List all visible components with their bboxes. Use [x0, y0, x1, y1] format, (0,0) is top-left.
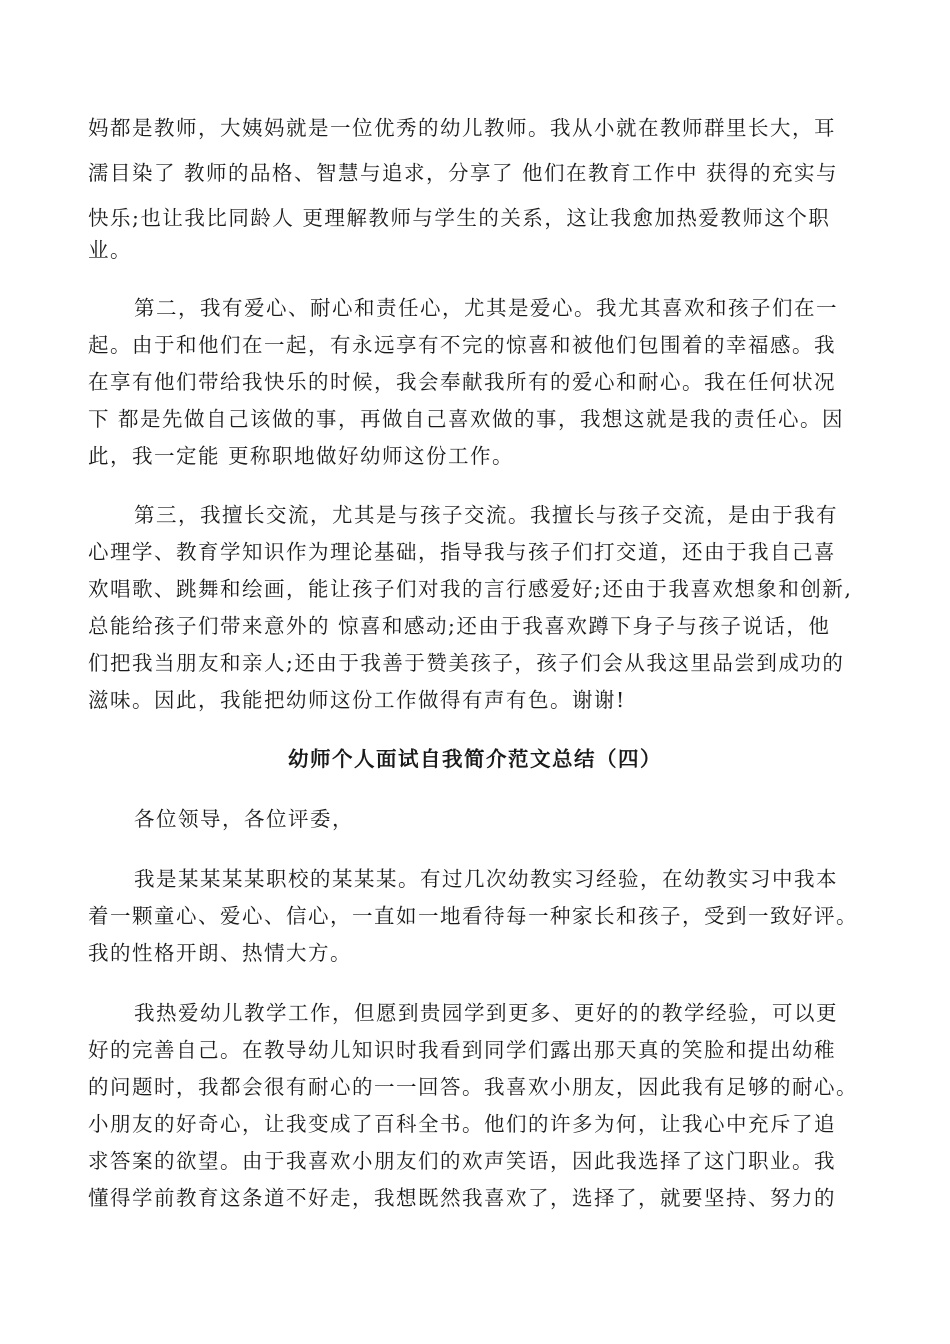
- paragraph-3-line-1: 第三，我擅长交流，尤其是与孩子交流。我擅长与孩子交流，是由于我有: [134, 503, 838, 527]
- paragraph-1-line-2: 濡目染了 教师的品格、智慧与追求，分享了 他们在教育工作中 获得的充实与: [88, 161, 839, 185]
- paragraph-1-line-3: 快乐;也让我比同龄人 更理解教师与学生的关系，这让我愈加热爱教师这个职: [88, 206, 831, 230]
- paragraph-2-line-5: 此，我一定能 更称职地做好幼师这份工作。: [88, 444, 515, 468]
- paragraph-1-line-4: 业。: [88, 238, 132, 262]
- paragraph-5-line-3: 的问题时，我都会很有耐心的一一回答。我喜欢小朋友，因此我有足够的耐心。: [88, 1075, 858, 1099]
- paragraph-5-line-4: 小朋友的好奇心，让我变成了百科全书。他们的许多为何，让我心中充斥了追: [88, 1112, 836, 1136]
- paragraph-3-line-3: 欢唱歌、跳舞和绘画，能让孩子们对我的言行感爱好;还由于我喜欢想象和创新,: [88, 577, 853, 601]
- paragraph-2-line-2: 起。由于和他们在一起，有永远享有不完的惊喜和被他们包围着的幸福感。我: [88, 333, 836, 357]
- paragraph-3-line-5: 们把我当朋友和亲人;还由于我善于赞美孩子，孩子们会从我这里品尝到成功的: [88, 651, 845, 675]
- paragraph-3-line-6: 滋味。因此，我能把幼师这份工作做得有声有色。谢谢!: [88, 688, 626, 712]
- section-title: 幼师个人面试自我简介范文总结（四）: [288, 747, 662, 771]
- paragraph-2-line-1: 第二，我有爱心、耐心和责任心，尤其是爱心。我尤其喜欢和孩子们在一: [134, 296, 838, 320]
- paragraph-3-line-2: 心理学、教育学知识作为理论基础，指导我与孩子们打交道，还由于我自己喜: [88, 540, 836, 564]
- paragraph-4-line-3: 我的性格开朗、热情大方。: [88, 941, 352, 965]
- paragraph-4-line-1: 我是某某某某职校的某某某。有过几次幼教实习经验，在幼教实习中我本: [134, 867, 838, 891]
- greeting: 各位领导，各位评委，: [134, 807, 354, 831]
- paragraph-5-line-5: 求答案的欲望。由于我喜欢小朋友们的欢声笑语，因此我选择了这门职业。我: [88, 1149, 836, 1173]
- paragraph-3-line-4: 总能给孩子们带来意外的 惊喜和感动;还由于我喜欢蹲下身子与孩子说话，他: [88, 614, 831, 638]
- paragraph-1-line-1: 妈都是教师，大姨妈就是一位优秀的幼儿教师。我从小就在教师群里长大，耳: [88, 116, 836, 140]
- paragraph-4-line-2: 着一颗童心、爱心、信心，一直如一地看待每一种家长和孩子，受到一致好评。: [88, 904, 858, 928]
- paragraph-5-line-2: 好的完善自己。在教导幼儿知识时我看到同学们露出那天真的笑脸和提出幼稚: [88, 1038, 836, 1062]
- paragraph-5-line-1: 我热爱幼儿教学工作，但愿到贵园学到更多、更好的的教学经验，可以更: [134, 1001, 838, 1025]
- paragraph-2-line-4: 下 都是先做自己该做的事，再做自己喜欢做的事，我想这就是我的责任心。因: [88, 407, 845, 431]
- paragraph-2-line-3: 在享有他们带给我快乐的时候，我会奉献我所有的爱心和耐心。我在任何状况: [88, 370, 836, 394]
- paragraph-5-line-6: 懂得学前教育这条道不好走，我想既然我喜欢了，选择了，就要坚持、努力的: [88, 1186, 836, 1210]
